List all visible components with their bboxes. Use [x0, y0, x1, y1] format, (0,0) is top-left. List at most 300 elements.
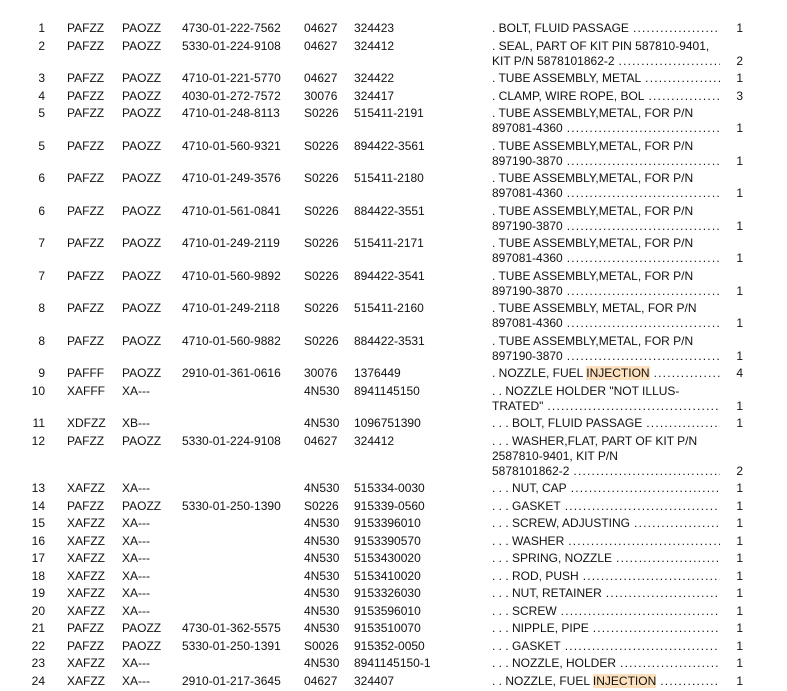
cell-item: 6	[20, 204, 45, 219]
cell-smr: XAFZZ	[67, 604, 105, 619]
cell-smr: XAFZZ	[67, 516, 105, 531]
table-row	[0, 674, 787, 691]
cell-cage: 4N530	[304, 569, 339, 584]
description-cell	[492, 171, 720, 201]
table-row	[0, 39, 787, 72]
cell-qty: 1	[736, 516, 743, 531]
cell-part: 9153596010	[354, 604, 421, 619]
cell-nsn: 5330-01-250-1390	[182, 499, 281, 514]
table-row	[0, 516, 787, 534]
description-line	[492, 154, 720, 169]
cell-part: 1376449	[354, 366, 401, 381]
description-text: 897190-3870	[492, 349, 563, 364]
cell-smr2: XA---	[122, 516, 150, 531]
description-cell	[492, 516, 720, 531]
cell-item: 15	[20, 516, 45, 531]
dot-leader	[563, 186, 720, 201]
cell-smr2: XB---	[122, 416, 150, 431]
dot-leader	[563, 219, 720, 234]
description-line	[492, 399, 720, 414]
cell-smr2: PAOZZ	[122, 71, 161, 86]
cell-item: 5	[20, 139, 45, 154]
cell-cage: 04627	[304, 434, 337, 449]
cell-nsn: 5330-01-224-9108	[182, 434, 281, 449]
cell-smr2: PAOZZ	[122, 621, 161, 636]
description-cell	[492, 639, 720, 654]
cell-smr: PAFZZ	[67, 204, 104, 219]
description-text: 897190-3870	[492, 284, 563, 299]
cell-qty: 1	[736, 71, 743, 86]
description-cell	[492, 656, 720, 671]
cell-nsn: 4730-01-222-7562	[182, 21, 281, 36]
table-row	[0, 139, 787, 172]
description-line	[492, 416, 720, 431]
description-text: 897081-4360	[492, 251, 563, 266]
dot-leader	[563, 154, 720, 169]
dot-leader	[602, 586, 720, 601]
dot-leader	[629, 21, 720, 36]
description-text: . TUBE ASSEMBLY, METAL	[492, 71, 641, 86]
cell-part: 324422	[354, 71, 394, 86]
description-line	[492, 316, 720, 331]
cell-smr2: XA---	[122, 586, 150, 601]
cell-smr2: PAOZZ	[122, 21, 161, 36]
cell-smr2: PAOZZ	[122, 499, 161, 514]
cell-smr: PAFZZ	[67, 499, 104, 514]
description-line	[492, 236, 720, 251]
table-row	[0, 621, 787, 639]
cell-item: 3	[20, 71, 45, 86]
description-text: . . . WASHER,FLAT, PART OF KIT P/N	[492, 434, 697, 448]
dot-leader	[569, 464, 720, 479]
table-row	[0, 569, 787, 587]
cell-part: 5153430020	[354, 551, 421, 566]
cell-item: 12	[20, 434, 45, 449]
cell-smr2: PAOZZ	[122, 39, 161, 54]
table-row	[0, 604, 787, 622]
dot-leader	[644, 89, 720, 104]
description-cell	[492, 384, 720, 414]
cell-smr: XDFZZ	[67, 416, 106, 431]
cell-smr: XAFZZ	[67, 481, 105, 496]
description-cell	[492, 434, 720, 479]
cell-smr: PAFZZ	[67, 71, 104, 86]
cell-smr2: PAOZZ	[122, 89, 161, 104]
cell-qty: 1	[736, 154, 743, 169]
cell-item: 13	[20, 481, 45, 496]
cell-cage: S0226	[304, 236, 339, 251]
dot-leader	[656, 674, 720, 689]
cell-qty: 4	[736, 366, 743, 381]
cell-qty: 1	[736, 349, 743, 364]
description-cell	[492, 621, 720, 636]
cell-qty: 1	[736, 186, 743, 201]
cell-item: 2	[20, 39, 45, 54]
cell-nsn: 4710-01-249-2118	[182, 301, 280, 316]
cell-smr: PAFZZ	[67, 139, 104, 154]
description-line	[492, 534, 720, 549]
cell-cage: S0226	[304, 204, 339, 219]
cell-item: 4	[20, 89, 45, 104]
parts-list-table	[0, 21, 787, 691]
cell-item: 1	[20, 21, 45, 36]
cell-qty: 1	[736, 569, 743, 584]
description-text: . . . NUT, RETAINER	[492, 586, 602, 601]
description-text: . . . SPRING, NOZZLE	[492, 551, 612, 566]
dot-leader	[563, 284, 720, 299]
cell-smr2: XA---	[122, 656, 150, 671]
table-row	[0, 21, 787, 39]
cell-cage: 4N530	[304, 551, 339, 566]
cell-cage: 4N530	[304, 621, 339, 636]
description-line	[492, 516, 720, 531]
cell-nsn: 4710-01-249-2119	[182, 236, 280, 251]
cell-cage: 04627	[304, 39, 337, 54]
description-line	[492, 481, 720, 496]
cell-smr: XAFFF	[67, 384, 105, 399]
cell-item: 18	[20, 569, 45, 584]
table-row	[0, 301, 787, 334]
description-text: . . . GASKET	[492, 499, 561, 514]
description-cell	[492, 21, 720, 36]
cell-smr2: PAOZZ	[122, 106, 161, 121]
description-text: . . . NIPPLE, PIPE	[492, 621, 589, 636]
table-row	[0, 384, 787, 417]
cell-part: 9153326030	[354, 586, 421, 601]
cell-smr: PAFZZ	[67, 236, 104, 251]
cell-qty: 1	[736, 316, 743, 331]
dot-leader	[561, 639, 720, 654]
cell-smr: PAFFF	[67, 366, 104, 381]
table-row	[0, 551, 787, 569]
cell-item: 23	[20, 656, 45, 671]
cell-cage: 30076	[304, 89, 337, 104]
cell-nsn: 4710-01-560-9321	[182, 139, 281, 154]
cell-part: 1096751390	[354, 416, 421, 431]
cell-part: 324423	[354, 21, 394, 36]
description-cell	[492, 106, 720, 136]
cell-cage: S0226	[304, 171, 339, 186]
description-text: . TUBE ASSEMBLY, METAL, FOR P/N	[492, 301, 697, 315]
description-line	[492, 464, 720, 479]
description-line	[492, 569, 720, 584]
cell-cage: 04627	[304, 71, 337, 86]
description-text: 5878101862-2	[492, 464, 569, 479]
cell-part: 9153390570	[354, 534, 421, 549]
table-row	[0, 106, 787, 139]
dot-leader	[612, 551, 720, 566]
cell-qty: 1	[736, 399, 743, 414]
description-text: 897081-4360	[492, 121, 563, 136]
cell-item: 8	[20, 334, 45, 349]
cell-qty: 1	[736, 284, 743, 299]
cell-part: 9153396010	[354, 516, 421, 531]
cell-nsn: 4710-01-561-0841	[182, 204, 281, 219]
cell-item: 19	[20, 586, 45, 601]
description-text: . TUBE ASSEMBLY,METAL, FOR P/N	[492, 269, 693, 283]
cell-smr2: XA---	[122, 551, 150, 566]
description-line	[492, 269, 720, 284]
cell-smr: PAFZZ	[67, 89, 104, 104]
description-cell	[492, 301, 720, 331]
search-highlight: INJECTION	[593, 674, 656, 688]
description-cell	[492, 39, 720, 69]
cell-smr: PAFZZ	[67, 621, 104, 636]
cell-qty: 1	[736, 21, 743, 36]
description-cell	[492, 551, 720, 566]
cell-part: 324417	[354, 89, 394, 104]
description-cell	[492, 204, 720, 234]
cell-smr2: XA---	[122, 534, 150, 549]
dot-leader	[630, 516, 720, 531]
cell-qty: 1	[736, 656, 743, 671]
description-line	[492, 499, 720, 514]
dot-leader	[563, 349, 720, 364]
description-text: . . . NUT, CAP	[492, 481, 567, 496]
cell-cage: 30076	[304, 366, 337, 381]
cell-item: 21	[20, 621, 45, 636]
cell-item: 22	[20, 639, 45, 654]
table-row	[0, 656, 787, 674]
cell-smr2: PAOZZ	[122, 269, 161, 284]
cell-qty: 1	[736, 534, 743, 549]
table-row	[0, 499, 787, 517]
cell-smr: PAFZZ	[67, 301, 104, 316]
table-row	[0, 171, 787, 204]
description-text: 2587810-9401, KIT P/N	[492, 449, 618, 463]
description-line	[492, 21, 720, 36]
cell-smr2: XA---	[122, 604, 150, 619]
cell-item: 11	[20, 416, 45, 431]
cell-smr: PAFZZ	[67, 39, 104, 54]
cell-part: 915352-0050	[354, 639, 425, 654]
cell-item: 6	[20, 171, 45, 186]
description-line	[492, 54, 720, 69]
description-cell	[492, 334, 720, 364]
cell-part: 515411-2180	[354, 171, 424, 186]
description-text: . . NOZZLE, FUEL INJECTION	[492, 674, 656, 689]
description-text: 897081-4360	[492, 316, 563, 331]
description-text: . TUBE ASSEMBLY,METAL, FOR P/N	[492, 171, 693, 185]
dot-leader	[616, 656, 720, 671]
description-line	[492, 621, 720, 636]
cell-smr: PAFZZ	[67, 171, 104, 186]
cell-smr2: PAOZZ	[122, 334, 161, 349]
cell-cage: 4N530	[304, 586, 339, 601]
description-text: . CLAMP, WIRE ROPE, BOL	[492, 89, 644, 104]
cell-part: 9153510070	[354, 621, 421, 636]
cell-part: 515411-2171	[354, 236, 424, 251]
description-text: . NOZZLE, FUEL INJECTION	[492, 366, 650, 381]
cell-item: 10	[20, 384, 45, 399]
description-text: . . . ROD, PUSH	[492, 569, 579, 584]
description-text: . . . GASKET	[492, 639, 561, 654]
cell-cage: 4N530	[304, 416, 339, 431]
description-cell	[492, 269, 720, 299]
table-row	[0, 204, 787, 237]
cell-qty: 3	[736, 89, 743, 104]
cell-smr2: PAOZZ	[122, 639, 161, 654]
description-line	[492, 674, 720, 689]
cell-nsn: 5330-01-224-9108	[182, 39, 281, 54]
cell-part: 515411-2191	[354, 106, 424, 121]
description-cell	[492, 71, 720, 86]
dot-leader	[579, 569, 720, 584]
cell-smr2: XA---	[122, 674, 150, 689]
cell-item: 7	[20, 236, 45, 251]
cell-smr2: XA---	[122, 384, 150, 399]
description-cell	[492, 366, 720, 381]
description-text: . TUBE ASSEMBLY,METAL, FOR P/N	[492, 334, 693, 348]
cell-qty: 2	[736, 464, 743, 479]
cell-qty: 1	[736, 121, 743, 136]
description-line	[492, 171, 720, 186]
cell-smr2: PAOZZ	[122, 139, 161, 154]
description-line	[492, 639, 720, 654]
description-text: 897081-4360	[492, 186, 563, 201]
dot-leader	[650, 366, 720, 381]
table-row	[0, 334, 787, 367]
description-line	[492, 89, 720, 104]
cell-smr: XAFZZ	[67, 569, 105, 584]
cell-qty: 1	[736, 219, 743, 234]
cell-part: 324412	[354, 39, 394, 54]
description-cell	[492, 569, 720, 584]
dot-leader	[642, 416, 720, 431]
cell-smr: PAFZZ	[67, 639, 104, 654]
cell-item: 17	[20, 551, 45, 566]
description-cell	[492, 236, 720, 266]
cell-cage: 4N530	[304, 384, 339, 399]
description-text: . TUBE ASSEMBLY,METAL, FOR P/N	[492, 139, 693, 153]
description-cell	[492, 674, 720, 689]
cell-smr2: PAOZZ	[122, 366, 161, 381]
table-row	[0, 534, 787, 552]
description-line	[492, 434, 720, 449]
cell-cage: 4N530	[304, 481, 339, 496]
cell-item: 24	[20, 674, 45, 689]
cell-part: 8941145150-1	[354, 656, 431, 671]
description-line	[492, 349, 720, 364]
cell-qty: 1	[736, 586, 743, 601]
table-row	[0, 586, 787, 604]
cell-cage: 04627	[304, 21, 337, 36]
description-cell	[492, 139, 720, 169]
description-line	[492, 106, 720, 121]
cell-item: 5	[20, 106, 45, 121]
cell-part: 894422-3561	[354, 139, 425, 154]
cell-smr: XAFZZ	[67, 656, 105, 671]
description-text: 897190-3870	[492, 154, 563, 169]
cell-cage: 4N530	[304, 534, 339, 549]
description-line	[492, 366, 720, 381]
cell-part: 884422-3531	[354, 334, 425, 349]
table-row	[0, 481, 787, 499]
table-row	[0, 639, 787, 657]
cell-nsn: 4030-01-272-7572	[182, 89, 281, 104]
table-row	[0, 71, 787, 89]
cell-qty: 1	[736, 499, 743, 514]
cell-smr: PAFZZ	[67, 434, 104, 449]
description-line	[492, 204, 720, 219]
description-text: . . . SCREW	[492, 604, 557, 619]
cell-qty: 1	[736, 481, 743, 496]
cell-qty: 1	[736, 551, 743, 566]
cell-item: 16	[20, 534, 45, 549]
description-line	[492, 284, 720, 299]
table-row	[0, 366, 787, 384]
description-cell	[492, 89, 720, 104]
dot-leader	[567, 481, 720, 496]
cell-cage: S0226	[304, 334, 339, 349]
description-cell	[492, 586, 720, 601]
cell-nsn: 2910-01-361-0616	[182, 366, 281, 381]
cell-smr: XAFZZ	[67, 586, 105, 601]
cell-cage: S0226	[304, 269, 339, 284]
cell-qty: 1	[736, 604, 743, 619]
search-highlight: INJECTION	[586, 366, 649, 380]
cell-part: 324407	[354, 674, 394, 689]
cell-cage: S0226	[304, 106, 339, 121]
cell-smr2: PAOZZ	[122, 171, 161, 186]
cell-part: 894422-3541	[354, 269, 425, 284]
cell-cage: 4N530	[304, 604, 339, 619]
cell-part: 5153410020	[354, 569, 421, 584]
cell-smr: XAFZZ	[67, 674, 105, 689]
cell-nsn: 2910-01-217-3645	[182, 674, 281, 689]
cell-nsn: 4730-01-362-5575	[182, 621, 281, 636]
description-text: . SEAL, PART OF KIT PIN 587810-9401,	[492, 39, 709, 53]
cell-smr: PAFZZ	[67, 334, 104, 349]
cell-part: 915339-0560	[354, 499, 425, 514]
dot-leader	[557, 604, 720, 619]
cell-item: 8	[20, 301, 45, 316]
description-line	[492, 604, 720, 619]
cell-nsn: 4710-01-560-9882	[182, 334, 281, 349]
dot-leader	[561, 499, 720, 514]
description-text: . TUBE ASSEMBLY,METAL, FOR P/N	[492, 106, 693, 120]
dot-leader	[641, 71, 720, 86]
description-line	[492, 449, 720, 464]
table-row	[0, 236, 787, 269]
cell-cage: 4N530	[304, 516, 339, 531]
dot-leader	[589, 621, 720, 636]
cell-part: 515334-0030	[354, 481, 425, 496]
cell-cage: 4N530	[304, 656, 339, 671]
description-cell	[492, 534, 720, 549]
cell-item: 7	[20, 269, 45, 284]
description-line	[492, 384, 720, 399]
cell-item: 20	[20, 604, 45, 619]
description-text: 897190-3870	[492, 219, 563, 234]
cell-part: 324412	[354, 434, 394, 449]
table-row	[0, 269, 787, 302]
table-row	[0, 416, 787, 434]
description-line	[492, 586, 720, 601]
cell-cage: S0226	[304, 139, 339, 154]
cell-nsn: 4710-01-221-5770	[182, 71, 281, 86]
cell-smr: PAFZZ	[67, 269, 104, 284]
cell-item: 14	[20, 499, 45, 514]
description-line	[492, 251, 720, 266]
description-text: . TUBE ASSEMBLY,METAL, FOR P/N	[492, 204, 693, 218]
description-text: . BOLT, FLUID PASSAGE	[492, 21, 629, 36]
cell-part: 8941145150	[354, 384, 420, 399]
description-cell	[492, 604, 720, 619]
description-cell	[492, 499, 720, 514]
cell-cage: S0026	[304, 639, 339, 654]
dot-leader	[543, 399, 720, 414]
